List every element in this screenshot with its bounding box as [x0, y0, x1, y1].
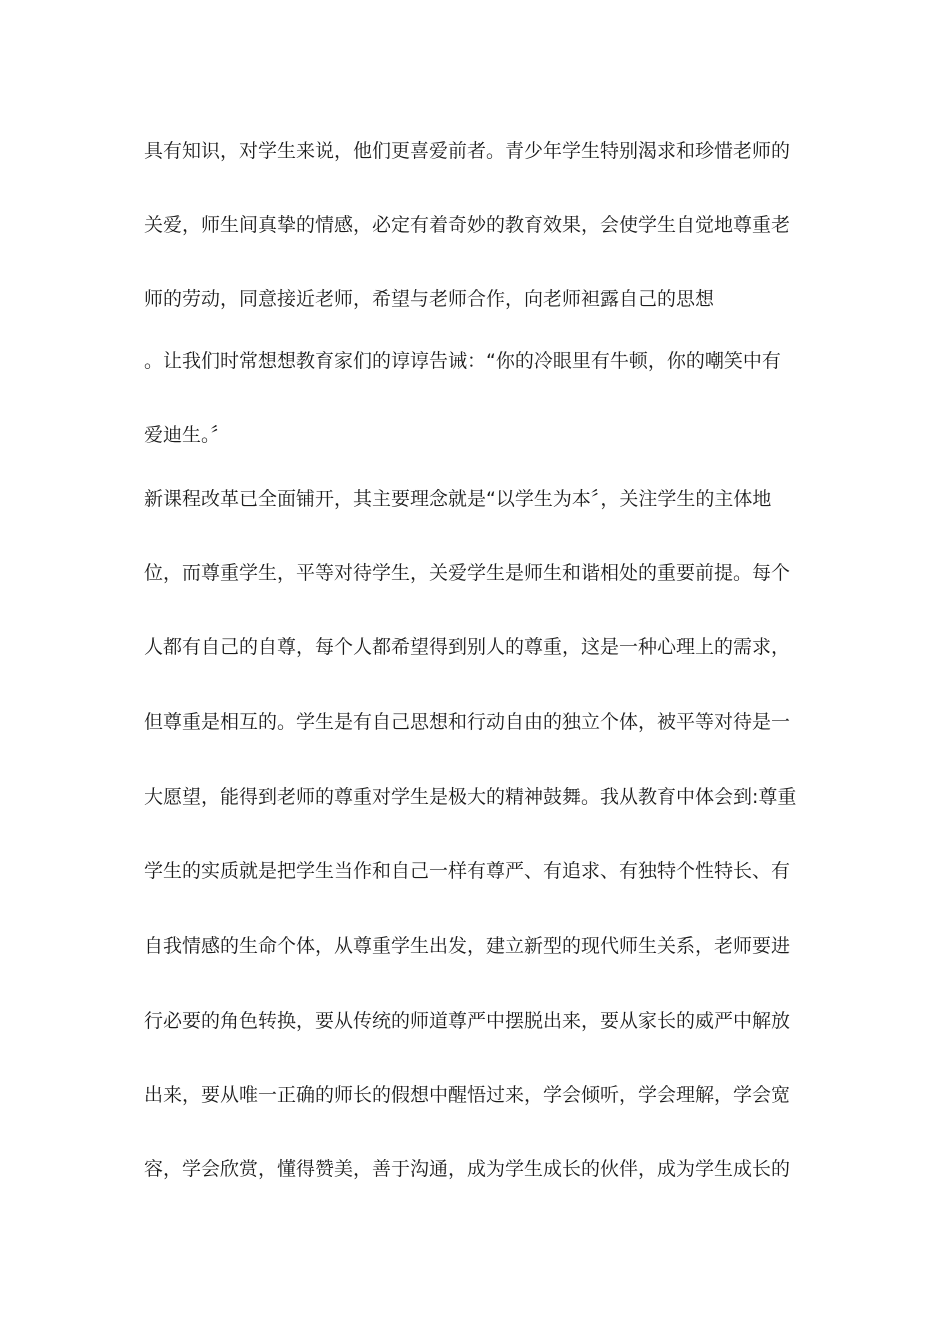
text-line: 但尊重是相互的。学生是有自己思想和行动自由的独立个体，被平等对待是一: [144, 711, 791, 733]
text-line: 具有知识，对学生来说，他们更喜爱前者。青少年学生特别渴求和珍惜老师的: [144, 140, 791, 162]
text-line: 自我情感的生命个体，从尊重学生出发，建立新型的现代师生关系，老师要进: [144, 935, 791, 957]
text-line: 新课程改革已全面铺开，其主要理念就是“以学生为本〞，关注学生的主体地: [144, 488, 772, 510]
text-line: 爱迪生。〞: [144, 424, 230, 446]
text-line: 。让我们时常想想教育家们的谆谆告诫：“你的冷眼里有牛顿，你的嘲笑中有: [144, 350, 781, 372]
text-line: 出来，要从唯一正确的师长的假想中醒悟过来，学会倾听，学会理解，学会宽: [144, 1084, 791, 1106]
text-line: 大愿望，能得到老师的尊重对学生是极大的精神鼓舞。我从教育中体会到:尊重: [144, 786, 797, 808]
text-line: 位，而尊重学生，平等对待学生，关爱学生是师生和谐相处的重要前提。每个: [144, 562, 791, 584]
text-line: 关爱，师生间真挚的情感，必定有着奇妙的教育效果，会使学生自觉地尊重老: [144, 214, 791, 236]
text-line: 容，学会欣赏，懂得赞美，善于沟通，成为学生成长的伙伴，成为学生成长的: [144, 1158, 791, 1180]
text-line: 师的劳动，同意接近老师，希望与老师合作，向老师袒露自己的思想: [144, 288, 715, 310]
text-line: 学生的实质就是把学生当作和自己一样有尊严、有追求、有独特个性特长、有: [144, 860, 791, 882]
text-line: 行必要的角色转换，要从传统的师道尊严中摆脱出来，要从家长的威严中解放: [144, 1010, 791, 1032]
text-line: 人都有自己的自尊，每个人都希望得到别人的尊重，这是一种心理上的需求，: [144, 636, 791, 658]
